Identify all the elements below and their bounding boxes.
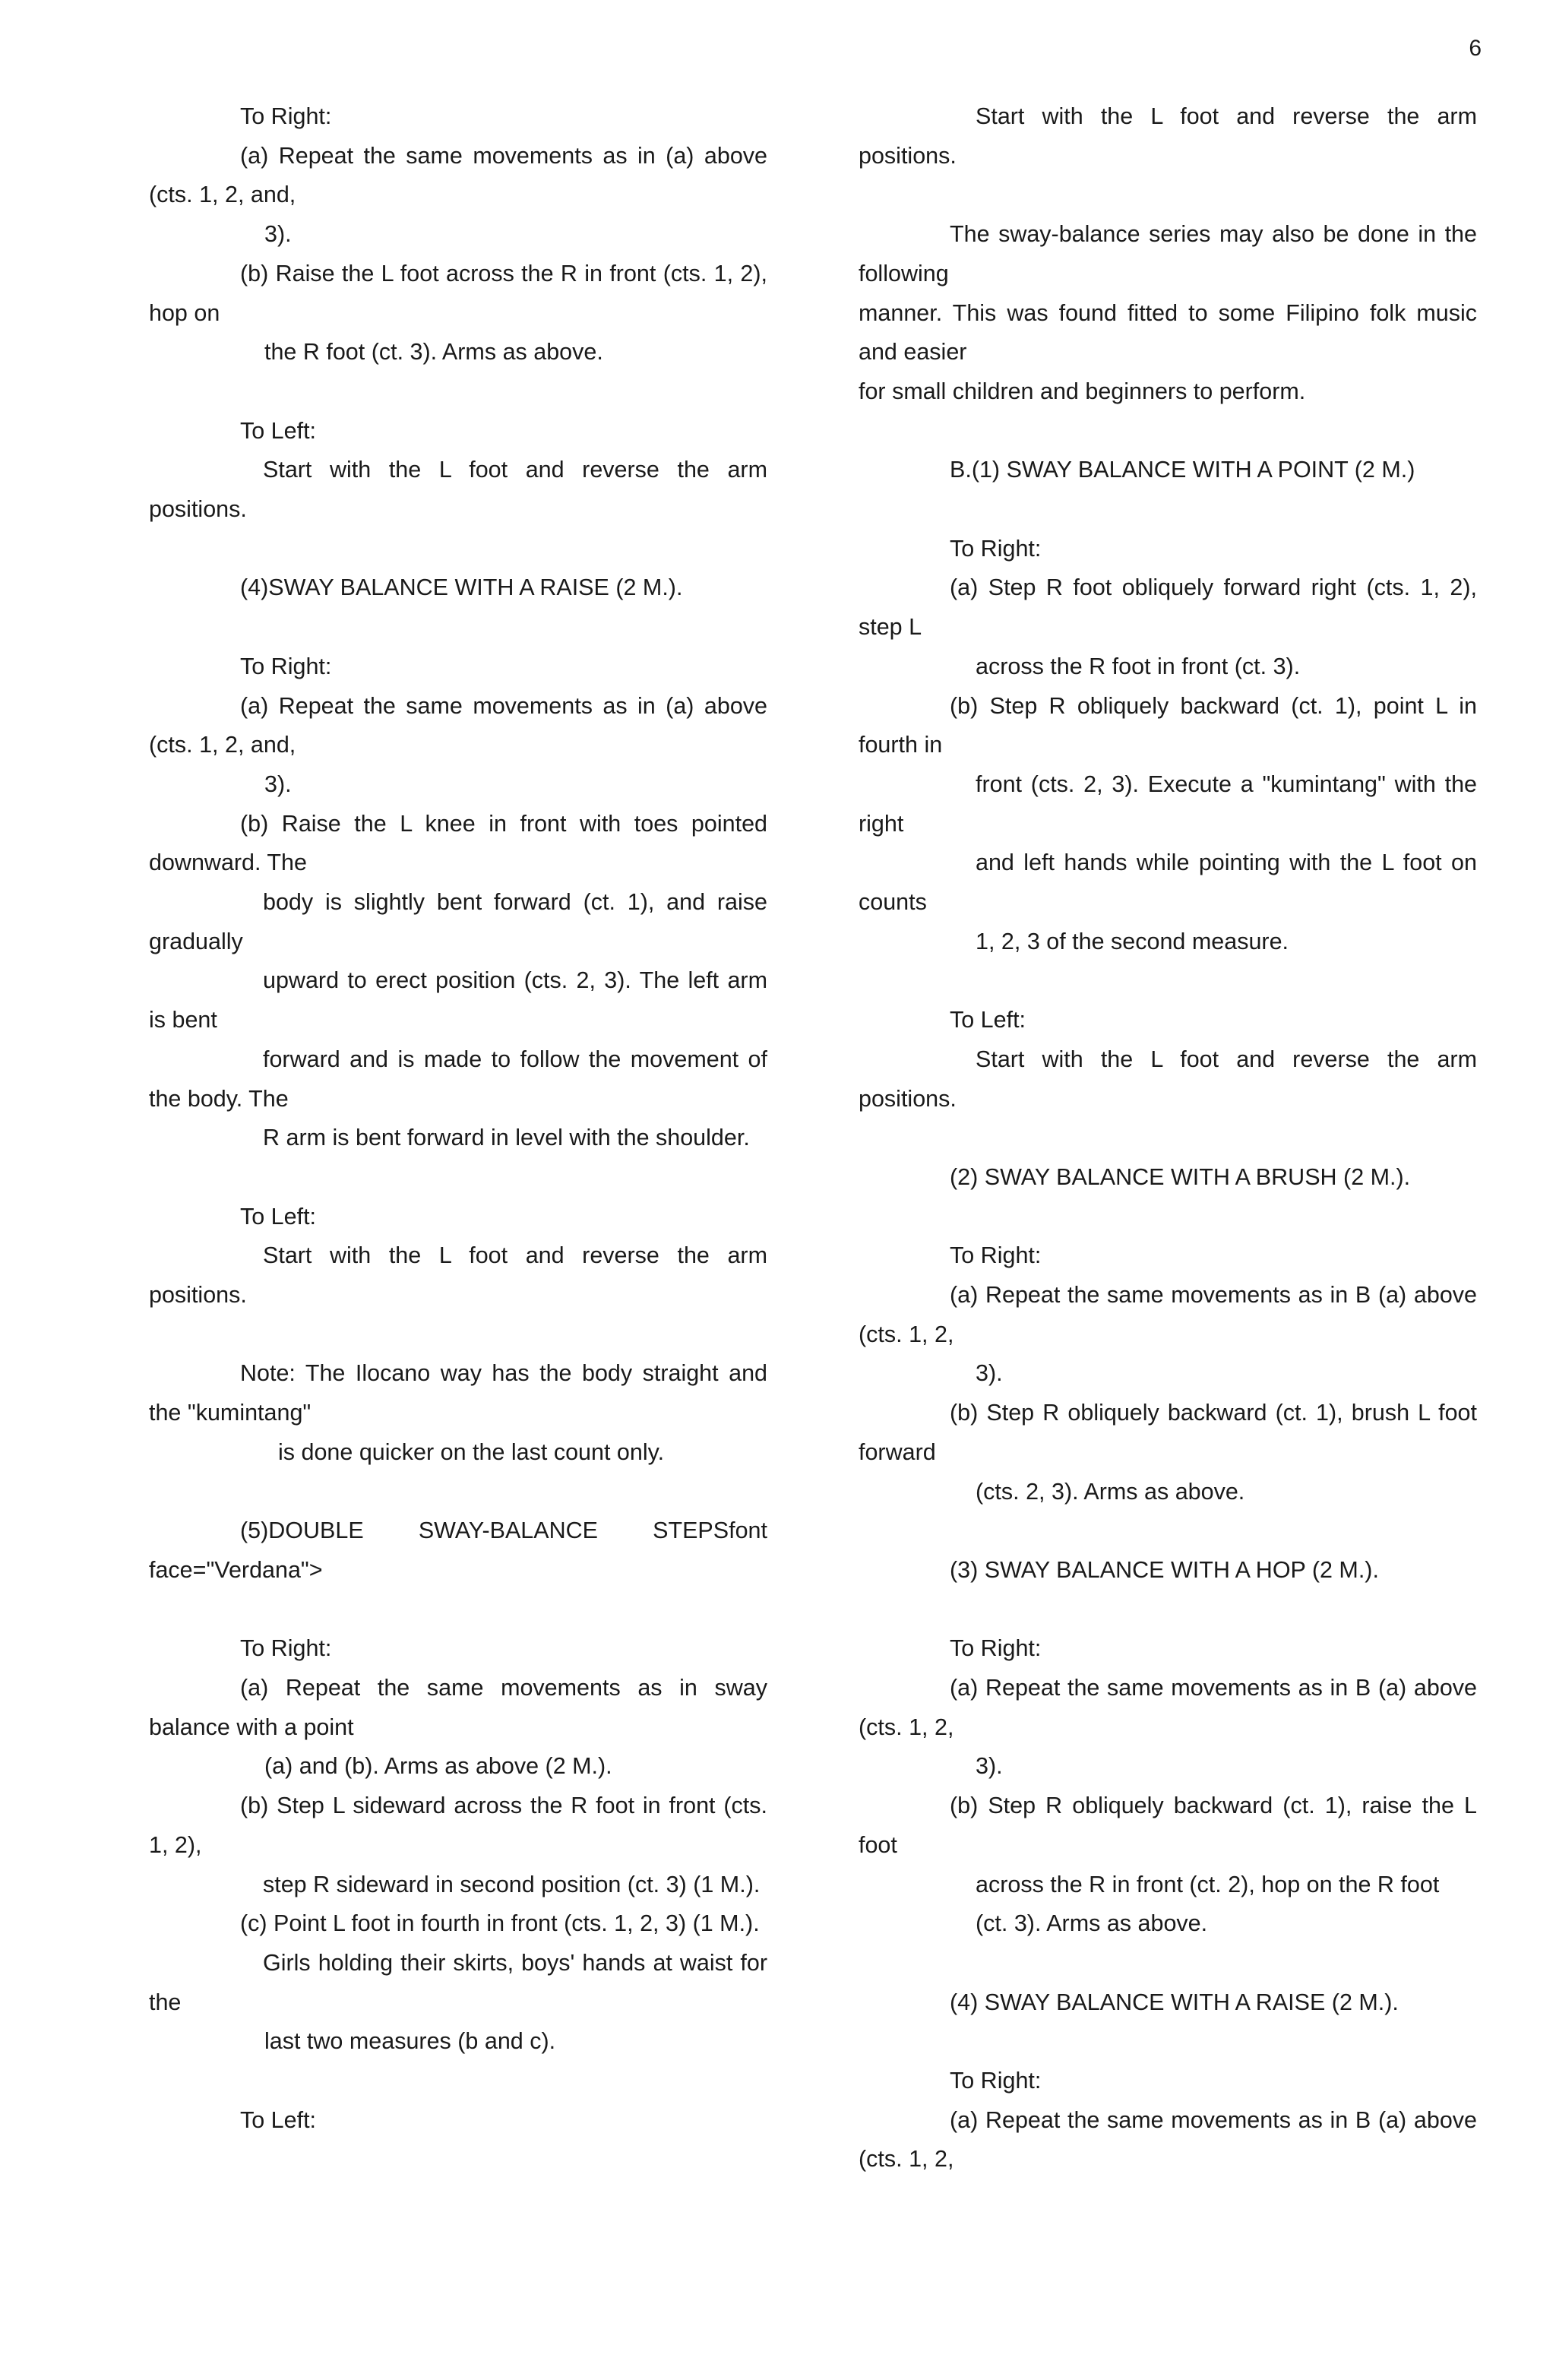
blank-line bbox=[859, 490, 1477, 530]
paragraph-line: across the R foot in front (ct. 3). bbox=[976, 653, 1301, 679]
paragraph-line: (b) Step R obliquely backward (ct. 1), raise the L foot bbox=[859, 1793, 1477, 1858]
paragraph-line: Start with the L foot and reverse the arm positions. bbox=[859, 103, 1477, 169]
blank-line bbox=[149, 1315, 767, 1355]
paragraph-line: (cts. 2, 3). Arms as above. bbox=[976, 1478, 1245, 1505]
paragraph-line: To Left: bbox=[240, 2106, 317, 2133]
paragraph-line: (a) Repeat the same movements as in B (a) above (cts. 1, 2, bbox=[859, 2106, 1477, 2173]
paragraph-line: To Left: bbox=[950, 1007, 1026, 1033]
paragraph-line: To Right: bbox=[950, 1242, 1042, 1269]
paragraph-line: (a) Repeat the same movements as in (a) above (cts. 1, 2, and, bbox=[149, 142, 767, 208]
paragraph-line: (a) and (b). Arms as above (2 M.). bbox=[264, 1753, 612, 1780]
blank-line bbox=[149, 1473, 767, 1512]
paragraph-line: 3). bbox=[264, 771, 292, 797]
paragraph-line: step R sideward in second position (ct. 3) (1 M.). bbox=[263, 1871, 761, 1897]
paragraph-line: To Right: bbox=[240, 103, 332, 129]
paragraph-line: The sway-balance series may also be done in the following bbox=[859, 221, 1477, 286]
blank-line bbox=[859, 1119, 1477, 1158]
page-number: 6 bbox=[1469, 36, 1482, 61]
paragraph-line: is done quicker on the last count only. bbox=[278, 1438, 665, 1465]
paragraph-line: manner. This was found fitted to some Filipino folk music and easier bbox=[859, 299, 1477, 366]
paragraph-line: (5)DOUBLE SWAY-BALANCE STEPSfont face="Verdana"> bbox=[149, 1518, 767, 1583]
paragraph-line: last two measures (b and c). bbox=[264, 2028, 556, 2055]
paragraph-line: upward to erect position (cts. 2, 3). The left arm is bent bbox=[149, 967, 767, 1033]
paragraph-line: (4)SWAY BALANCE WITH A RAISE (2 M.). bbox=[240, 574, 683, 601]
paragraph-line: (c) Point L foot in fourth in front (cts. 1, 2, 3) (1 M.). bbox=[240, 1910, 760, 1937]
paragraph-line: To Left: bbox=[240, 417, 317, 444]
left-column bbox=[149, 97, 767, 2140]
paragraph-line: front (cts. 2, 3). Execute a "kumintang" with the right bbox=[859, 771, 1477, 837]
paragraph-line: To Right: bbox=[950, 2068, 1042, 2094]
paragraph-line: Start with the L foot and reverse the arm positions. bbox=[859, 1046, 1477, 1112]
blank-line bbox=[859, 412, 1477, 451]
blank-line bbox=[859, 961, 1477, 1001]
blank-line bbox=[859, 176, 1477, 215]
blank-line bbox=[859, 1511, 1477, 1551]
paragraph-line: To Right: bbox=[950, 1635, 1042, 1662]
paragraph-line: (a) Repeat the same movements as in (a) above (cts. 1, 2, and, bbox=[149, 692, 767, 758]
paragraph-line: Start with the L foot and reverse the arm positions. bbox=[149, 457, 767, 523]
paragraph-line: (a) Repeat the same movements as in B (a) above (cts. 1, 2, bbox=[859, 1675, 1477, 1740]
paragraph-line: R arm is bent forward in level with the shoulder. bbox=[263, 1125, 750, 1151]
right-column bbox=[859, 97, 1477, 2179]
paragraph-line: 1, 2, 3 of the second measure. bbox=[976, 928, 1289, 954]
paragraph-line: To Right: bbox=[240, 653, 332, 679]
paragraph-line: (2) SWAY BALANCE WITH A BRUSH (2 M.). bbox=[950, 1163, 1411, 1190]
paragraph-line: (b) Raise the L foot across the R in front (cts. 1, 2), hop on bbox=[149, 260, 767, 326]
paragraph-line: forward and is made to follow the movement of the body. The bbox=[149, 1046, 767, 1112]
blank-line bbox=[149, 1158, 767, 1198]
paragraph-line: To Right: bbox=[950, 535, 1042, 562]
paragraph-line: (3) SWAY BALANCE WITH A HOP (2 M.). bbox=[950, 1556, 1379, 1583]
paragraph-line: (a) Step R foot obliquely forward right (cts. 1, 2), step L bbox=[859, 574, 1477, 641]
paragraph-line: and left hands while pointing with the L foot on counts bbox=[859, 850, 1477, 916]
blank-line bbox=[859, 1590, 1477, 1630]
paragraph-line: To Right: bbox=[240, 1635, 332, 1662]
blank-line bbox=[149, 1590, 767, 1630]
blank-line bbox=[149, 2062, 767, 2101]
paragraph-line: Girls holding their skirts, boys' hands at waist for the bbox=[149, 1949, 767, 2015]
blank-line bbox=[149, 608, 767, 647]
paragraph-line: B.(1) SWAY BALANCE WITH A POINT (2 M.) bbox=[950, 457, 1415, 483]
blank-line bbox=[149, 372, 767, 412]
paragraph-line: (b) Step R obliquely backward (ct. 1), brush L foot forward bbox=[859, 1400, 1477, 1465]
blank-line bbox=[859, 1944, 1477, 1983]
paragraph-line: across the R in front (ct. 2), hop on the R foot bbox=[976, 1871, 1440, 1897]
paragraph-line: for small children and beginners to perform. bbox=[859, 378, 1306, 404]
paragraph-line: body is slightly bent forward (ct. 1), and raise gradually bbox=[149, 889, 767, 954]
paragraph-line: Start with the L foot and reverse the arm positions. bbox=[149, 1242, 767, 1309]
paragraph-line: (b) Step R obliquely backward (ct. 1), point L in fourth in bbox=[859, 692, 1477, 758]
paragraph-line: the R foot (ct. 3). Arms as above. bbox=[264, 339, 603, 366]
paragraph-line: (ct. 3). Arms as above. bbox=[976, 1910, 1208, 1937]
blank-line bbox=[859, 1198, 1477, 1237]
paragraph-line: (4) SWAY BALANCE WITH A RAISE (2 M.). bbox=[950, 1989, 1399, 2015]
blank-line bbox=[149, 530, 767, 569]
paragraph-line: 3). bbox=[976, 1360, 1003, 1387]
paragraph-line: (b) Step L sideward across the R foot in front (cts. 1, 2), bbox=[149, 1793, 767, 1858]
paragraph-line: (a) Repeat the same movements as in sway balance with a point bbox=[149, 1675, 767, 1740]
paragraph-line: (a) Repeat the same movements as in B (a) above (cts. 1, 2, bbox=[859, 1282, 1477, 1347]
paragraph-line: (b) Raise the L knee in front with toes pointed downward. The bbox=[149, 810, 767, 876]
paragraph-line: 3). bbox=[976, 1753, 1003, 1780]
blank-line bbox=[859, 2022, 1477, 2062]
paragraph-line: To Left: bbox=[240, 1203, 317, 1230]
paragraph-line: 3). bbox=[264, 221, 292, 248]
paragraph-line: Note: The Ilocano way has the body straight and the "kumintang" bbox=[149, 1360, 767, 1426]
